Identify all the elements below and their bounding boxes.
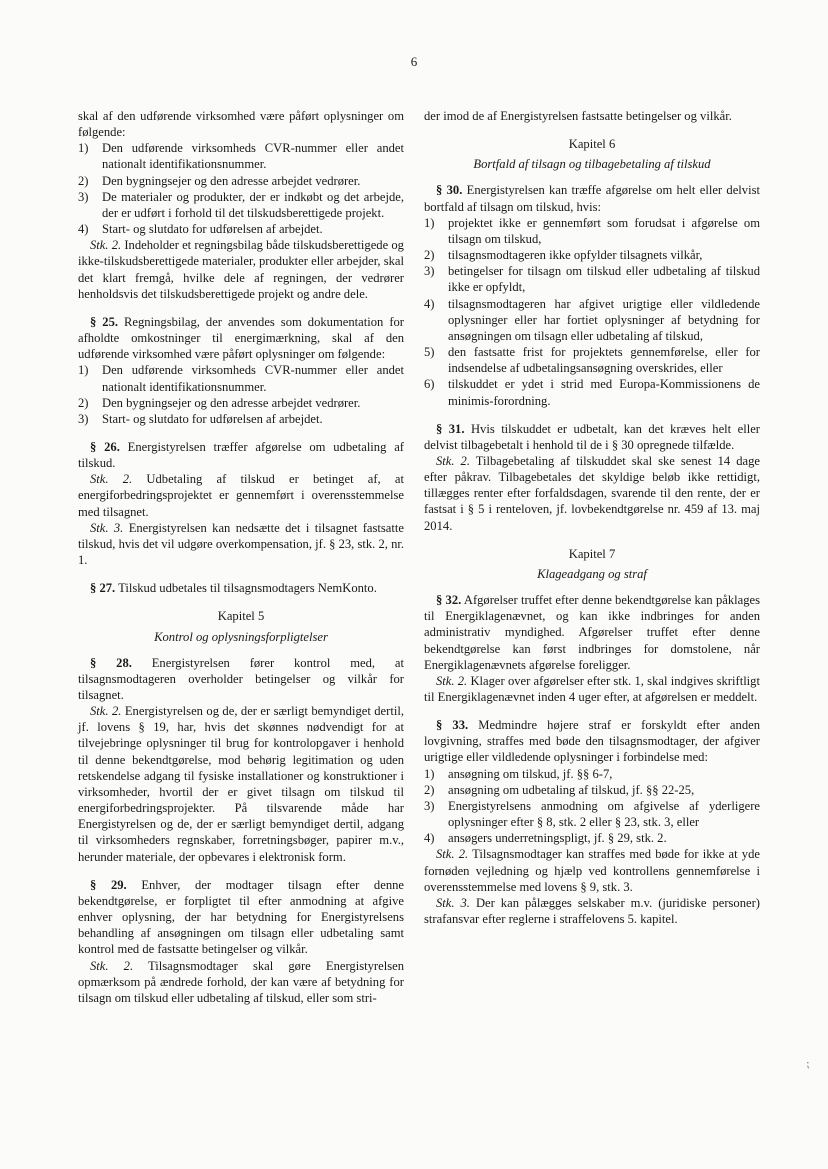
list-item — [424, 376, 760, 408]
list-item-number: 2) — [424, 782, 435, 797]
list-item-text: projektet ikke er gennemført som forudsat i afgørelse om tilsagn om tilskud, — [448, 215, 760, 246]
stk-label: Stk. 2. — [436, 453, 470, 468]
list-item-text: Den udførende virksomheds CVR-nummer eller andet nationalt identifikationsnummer. — [102, 363, 404, 394]
list-item-number: 4) — [424, 831, 435, 846]
list-item-number: 3) — [78, 189, 89, 204]
left-column — [78, 108, 404, 1006]
list-item-number: 4) — [424, 296, 435, 311]
section-sign: § 26. — [90, 439, 120, 454]
paragraph-s31-stk2 — [424, 453, 760, 534]
list-item-text: tilsagnsmodtageren har afgivet urigtige eller vildledende oplysninger eller har fortiet oplysninger af betydning for ansøgningen om tilsagn eller udbetaling af tilskud, — [448, 296, 760, 343]
section-sign: § 31. — [436, 421, 465, 436]
list-item-number: 1) — [78, 363, 89, 378]
paragraph-s25 — [78, 314, 404, 362]
stk-text: Klager over afgørelser efter stk. 1, skal indgives skriftligt til Energiklagenævnet inden 4 uger efter, at afgørelsen er meddelt. — [424, 673, 760, 704]
paragraph-s28 — [78, 655, 404, 703]
stk-label: Stk. 3. — [90, 520, 124, 535]
stk-label: Stk. 2. — [436, 673, 468, 688]
list-item-number: 4) — [78, 222, 89, 237]
list-item — [78, 173, 404, 189]
list-item — [424, 215, 760, 247]
list-item — [424, 247, 760, 263]
list-item-text: Den udførende virksomheds CVR-nummer eller andet nationalt identifikationsnummer. — [102, 141, 404, 172]
list-item — [78, 395, 404, 411]
section-sign: § 29. — [90, 877, 127, 892]
section-sign: § 28. — [90, 655, 132, 670]
paragraph-continuation: skal af den udførende virksomhed være påført oplysninger om følgende: — [78, 109, 404, 140]
section-sign: § 25. — [90, 314, 119, 329]
paragraph-s32 — [424, 592, 760, 673]
list-item — [78, 411, 404, 427]
list-item — [78, 140, 404, 172]
paragraph-s26 — [78, 439, 404, 471]
stk-label: Stk. 2. — [90, 958, 134, 973]
list-item-number: 1) — [424, 215, 435, 230]
list-item-number: 3) — [424, 798, 435, 813]
list-item-number: 1) — [424, 766, 435, 781]
stk-label: Stk. 2. — [436, 847, 469, 862]
paragraph-s27 — [78, 580, 404, 596]
list-item — [424, 798, 760, 830]
stk-label: Stk. 2. — [90, 238, 122, 253]
chapter-title: Kapitel 5 — [217, 609, 265, 624]
paragraph-s33 — [424, 717, 760, 765]
list-item-text: De materialer og produkter, der er indkøbt og det arbejde, der er udført i forhold til det tilskudsberettigede projekt. — [102, 189, 404, 220]
chapter-subtitle: Kontrol og oplysningsforpligtelser — [154, 629, 328, 644]
paragraph-s29 — [78, 877, 404, 958]
chapter-title: Kapitel 6 — [568, 137, 616, 152]
stk-label: Stk. 3. — [436, 895, 470, 910]
list-item-text: ansøgning om tilskud, jf. §§ 6-7, — [448, 766, 613, 781]
paragraph-s33-stk3 — [424, 895, 760, 927]
list-item-text: betingelser for tilsagn om tilskud eller udbetaling af tilskud ikke er opfyldt, — [448, 264, 760, 295]
paragraph-s33-stk2 — [424, 846, 760, 894]
chapter-subtitle: Bortfald af tilsagn og tilbagebetaling af tilskud — [473, 157, 711, 172]
section-text: Energistyrelsen fører kontrol med, at tilsagnsmodtageren overholder betingelser og vilkår for tilsagnet. — [78, 655, 404, 702]
list-item-number: 6) — [424, 377, 435, 392]
list-item — [424, 766, 760, 782]
paragraph-s32-stk2 — [424, 673, 760, 705]
section-text: Hvis tilskuddet er udbetalt, kan det kræves helt eller delvist tilbagebetalt i henhold til de i § 30 opregnede tilfælde. — [424, 421, 761, 452]
section-text: Medmindre højere straf er forskyldt efter anden lovgivning, straffes med bøde den tilsagnsmodtager, der afgiver urigtige eller vildledende oplysninger i forbindelse med: — [424, 718, 760, 765]
list-item-number: 3) — [78, 411, 89, 426]
list-item-number: 3) — [424, 264, 435, 279]
list-item-number: 2) — [78, 173, 89, 188]
paragraph-continuation: der imod de af Energistyrelsen fastsatte betingelser og vilkår. — [424, 109, 732, 123]
stk-text: Tilbagebetaling af tilskuddet skal ske senest 14 dage efter påkrav. Tilbagebetales det skyldige beløb ikke rettidigt, tillægges renter efter forfaldsdagen, svarende til den rente, der er fastsat i § 5 i renteloven, jf. lovbekendtgørelse nr. 459 af 13. maj 2014. — [424, 453, 760, 533]
list-item-number: 2) — [78, 395, 89, 410]
list-item — [424, 344, 760, 376]
list-item — [78, 221, 404, 237]
section-sign: § 32. — [436, 593, 462, 608]
paragraph-s31 — [424, 421, 760, 453]
stk-text: Indeholder et regningsbilag både tilskudsberettigede og ikke-tilskudsberettigede materialer, produkter eller arbejder, skal det klart fremgå, hvilke dele af regningen, der vedrører henholdsvis det tilskudsberettigede projekt og andre dele. — [78, 238, 404, 301]
list-item — [78, 189, 404, 221]
list-item — [424, 830, 760, 846]
section-sign: § 33. — [436, 718, 469, 733]
page-number: 6 — [410, 54, 418, 69]
section-sign: § 27. — [90, 581, 116, 596]
section-text: Enhver, der modtager tilsagn efter denne bekendtgørelse, er forpligtet til efter anmodning at afgive enhver oplysning, der har betydning for Energistyrelsens behandling af ansøgningen om tilsagn eller udbetaling samt kontrol med de fastsatte betingelser og vilkår. — [78, 877, 405, 957]
stk-text: Udbetaling af tilskud er betinget af, at energiforbedringsprojektet er gennemført i overensstemmelse med tilsagnet. — [78, 472, 404, 519]
stk-text: Tilsagnsmodtager kan straffes med bøde for ikke at yde fornøden vejledning og hjælp ved kontrollens gennemførelse i overensstemmelse med lovens § 9, stk. 3. — [424, 847, 760, 894]
list-item — [424, 263, 760, 295]
list-item-text: Energistyrelsens anmodning om afgivelse af yderligere oplysninger efter § 8, stk. 2 eller § 23, stk. 3, eller — [448, 798, 760, 830]
paragraph-s26-stk2 — [78, 471, 404, 519]
list-item-number: 5) — [424, 345, 435, 360]
stk-label: Stk. 2. — [90, 472, 133, 487]
list-energy-label-info — [78, 362, 404, 427]
stk-text: Energistyrelsen kan nedsætte det i tilsagnet fastsatte tilskud, hvis det vil udgøre overkompensation, jf. § 23, stk. 2, nr. 1. — [78, 520, 405, 568]
list-penalty-cases — [424, 766, 760, 847]
list-item-number: 1) — [78, 141, 89, 156]
chapter-title: Kapitel 7 — [568, 546, 616, 561]
list-item-text: tilsagnsmodtageren ikke opfylder tilsagnets vilkår, — [448, 248, 703, 263]
list-item-text: tilskuddet er ydet i strid med Europa-Kommissionens de minimis-forordning. — [448, 377, 760, 408]
paragraph-s29-stk2 — [78, 958, 404, 1006]
section-text: Afgørelser truffet efter denne bekendtgørelse kan påklages til Energiklagenævnet, og kan ikke indbringes for anden administrativ myndighed. Afgørelser truffet efter denne bekendtgørelse kan først indbringes for domstolene, når Energiklagenævnets afgørelse foreligger. — [424, 593, 761, 672]
list-item — [424, 296, 760, 344]
paragraph-s26-stk3 — [78, 520, 404, 568]
list-item-text: ansøgers underretningspligt, jf. § 29, stk. 2. — [448, 831, 667, 846]
list-item-number: 2) — [424, 248, 435, 263]
right-column — [424, 108, 760, 927]
list-item-text: Start- og slutdato for udførelsen af arbejdet. — [102, 222, 323, 237]
section-text: Regningsbilag, der anvendes som dokumentation for afholdte omkostninger til energimærkning, skal af den udførende virksomhed være påført oplysninger om følgende: — [78, 314, 405, 362]
list-invoice-info — [78, 140, 404, 237]
list-item-text: Den bygningsejer og den adresse arbejdet vedrører. — [102, 395, 361, 410]
paragraph-s28-stk2 — [78, 703, 404, 865]
section-sign: § 30. — [436, 183, 463, 198]
chapter-subtitle: Klageadgang og straf — [537, 566, 647, 581]
section-text: Energistyrelsen træffer afgørelse om udbetaling af tilskud. — [78, 439, 404, 471]
stk-text: Energistyrelsen og de, der er særligt bemyndiget dertil, jf. lovens § 19, har, hvis det skønnes nødvendigt for at tilvejebringe oplysninger til brug for kontrolopgaver i henhold til denne bekendtgørelse, mod behørig legitimation og uden retskendelse adgang til fysiske installationer og konstruktioner i virksomheder, hvortil der er givet tilsagn om tilskud til energiforbedringsprojekter. På tilsvarende måde har Energistyrelsen og de, der er særligt bemyndiget dertil, adgang til virksomheders regnskaber, forretningsbøger, papirer m.v., herunder materiale, der opbevares i elektronisk form. — [78, 704, 404, 864]
list-item-text: ansøgning om udbetaling af tilskud, jf. §§ 22-25, — [448, 782, 695, 797]
section-text: Energistyrelsen kan træffe afgørelse om helt eller delvist bortfald af tilsagn om tilskud, hvis: — [424, 183, 760, 214]
paragraph-stk2 — [78, 237, 404, 302]
scan-speck-mark: ⁏ — [806, 1058, 810, 1070]
section-text: Tilskud udbetales til tilsagnsmodtagers NemKonto. — [115, 581, 377, 596]
list-item — [424, 782, 760, 798]
list-lapse-conditions — [424, 215, 760, 409]
list-item — [78, 362, 404, 394]
list-item-text: den fastsatte frist for projektets gennemførelse, eller for indsendelse af udbetalingsansøgning overskrides, eller — [448, 345, 760, 376]
list-item-text: Den bygningsejer og den adresse arbejdet vedrører. — [102, 173, 361, 188]
list-item-text: Start- og slutdato for udførelsen af arbejdet. — [102, 411, 323, 426]
paragraph-s30 — [424, 182, 760, 214]
stk-text: Tilsagnsmodtager skal gøre Energistyrelsen opmærksom på ændrede forhold, der kan være af betydning for tilsagn om tilskud eller udbetaling af tilskud, eller som stri- — [78, 958, 404, 1005]
stk-label: Stk. 2. — [90, 704, 122, 719]
stk-text: Der kan pålægges selskaber m.v. (juridiske personer) strafansvar efter reglerne i straffelovens 5. kapitel. — [424, 895, 760, 927]
